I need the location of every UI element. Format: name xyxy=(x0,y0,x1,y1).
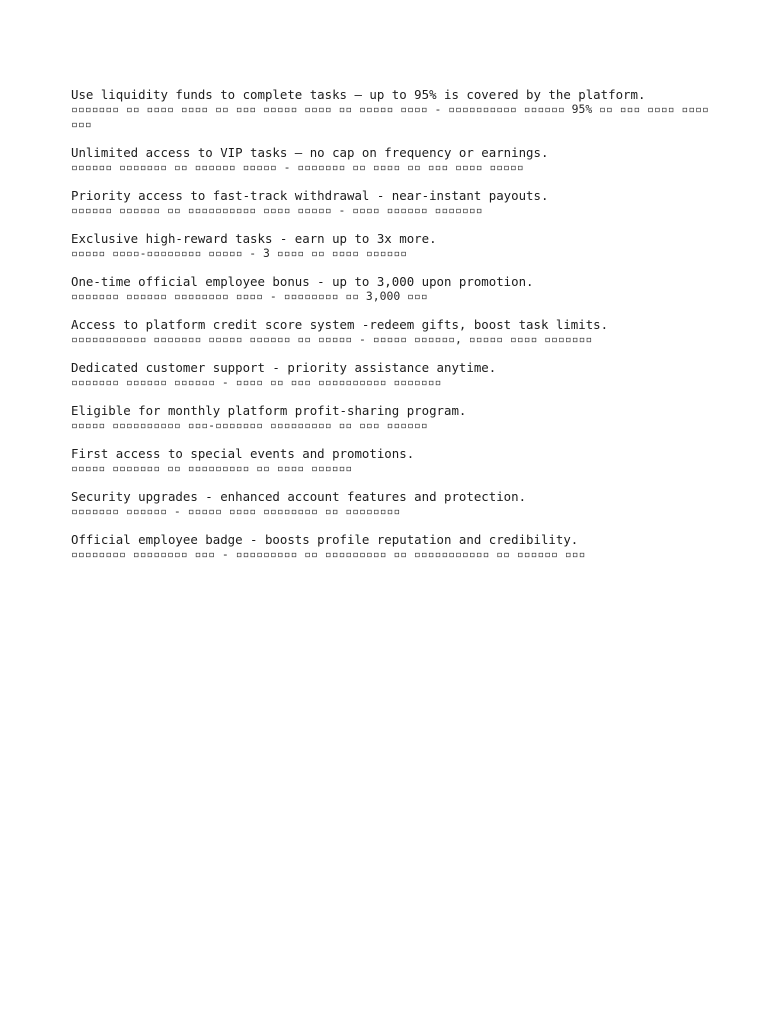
benefit-text-english: Priority access to fast-track withdrawal - near-instant payouts. xyxy=(71,188,549,203)
benefit-text-english: Official employee badge - boosts profile reputation and credibility. xyxy=(71,532,579,547)
benefit-text-english: Use liquidity funds to complete tasks – up to 95% is covered by the platform. xyxy=(71,87,646,102)
benefit-item xyxy=(71,403,711,433)
benefit-item xyxy=(71,188,711,218)
benefit-text-translation: ▫▫▫▫▫▫▫▫▫▫▫ ▫▫▫▫▫▫▫ ▫▫▫▫▫ ▫▫▫▫▫▫ ▫▫ ▫▫▫▫▫ - ▫▫▫▫▫ ▫▫▫▫▫▫, ▫▫▫▫▫ ▫▫▫▫ ▫▫▫▫▫▫▫ xyxy=(71,332,593,346)
benefit-item xyxy=(71,231,711,261)
benefit-text-english: One-time official employee bonus - up to 3,000 upon promotion. xyxy=(71,274,534,289)
benefit-item xyxy=(71,317,711,347)
benefit-item xyxy=(71,360,711,390)
benefit-text-english: Eligible for monthly platform profit-sharing program. xyxy=(71,403,467,418)
benefit-item xyxy=(71,145,711,175)
benefit-text-translation: ▫▫▫▫▫▫ ▫▫▫▫▫▫▫ ▫▫ ▫▫▫▫▫▫ ▫▫▫▫▫ - ▫▫▫▫▫▫▫ ▫▫ ▫▫▫▫ ▫▫ ▫▫▫ ▫▫▫▫ ▫▫▫▫▫ xyxy=(71,160,524,174)
benefit-item xyxy=(71,446,711,476)
benefit-text-translation: ▫▫▫▫▫▫▫▫ ▫▫▫▫▫▫▫▫ ▫▫▫ - ▫▫▫▫▫▫▫▫▫ ▫▫ ▫▫▫▫▫▫▫▫▫ ▫▫ ▫▫▫▫▫▫▫▫▫▫▫ ▫▫ ▫▫▫▫▫▫ ▫▫▫ xyxy=(71,547,586,561)
benefit-text-translation: ▫▫▫▫▫ ▫▫▫▫▫▫▫▫▫▫ ▫▫▫-▫▫▫▫▫▫▫ ▫▫▫▫▫▫▫▫▫ ▫▫ ▫▫▫ ▫▫▫▫▫▫ xyxy=(71,418,428,432)
benefit-text-translation: ▫▫▫▫▫▫ ▫▫▫▫▫▫ ▫▫ ▫▫▫▫▫▫▫▫▫▫ ▫▫▫▫ ▫▫▫▫▫ - ▫▫▫▫ ▫▫▫▫▫▫ ▫▫▫▫▫▫▫ xyxy=(71,203,483,217)
benefit-text-translation: ▫▫▫▫▫▫▫ ▫▫▫▫▫▫ - ▫▫▫▫▫ ▫▫▫▫ ▫▫▫▫▫▫▫▫ ▫▫ ▫▫▫▫▫▫▫▫ xyxy=(71,504,401,518)
benefit-item xyxy=(71,87,716,132)
benefit-text-english: First access to special events and promotions. xyxy=(71,446,415,461)
benefit-text-translation: ▫▫▫▫▫▫▫ ▫▫ ▫▫▫▫ ▫▫▫▫ ▫▫ ▫▫▫ ▫▫▫▫▫ ▫▫▫▫ ▫▫ ▫▫▫▫▫ ▫▫▫▫ - ▫▫▫▫▫▫▫▫▫▫ ▫▫▫▫▫▫ 95% ▫▫ ▫▫▫ ▫▫▫▫ ▫▫▫▫ ▫▫▫ xyxy=(71,102,716,131)
benefit-text-english: Access to platform credit score system -redeem gifts, boost task limits. xyxy=(71,317,609,332)
benefits-list xyxy=(71,87,716,575)
benefit-text-translation: ▫▫▫▫▫ ▫▫▫▫-▫▫▫▫▫▫▫▫ ▫▫▫▫▫ - 3 ▫▫▫▫ ▫▫ ▫▫▫▫ ▫▫▫▫▫▫ xyxy=(71,246,408,260)
benefit-text-english: Dedicated customer support - priority assistance anytime. xyxy=(71,360,497,375)
benefit-text-translation: ▫▫▫▫▫▫▫ ▫▫▫▫▫▫ ▫▫▫▫▫▫ - ▫▫▫▫ ▫▫ ▫▫▫ ▫▫▫▫▫▫▫▫▫▫ ▫▫▫▫▫▫▫ xyxy=(71,375,442,389)
benefit-text-english: Exclusive high-reward tasks - earn up to 3x more. xyxy=(71,231,437,246)
benefit-item xyxy=(71,274,711,304)
benefit-item xyxy=(71,489,711,519)
benefit-text-translation: ▫▫▫▫▫ ▫▫▫▫▫▫▫ ▫▫ ▫▫▫▫▫▫▫▫▫ ▫▫ ▫▫▫▫ ▫▫▫▫▫▫ xyxy=(71,461,353,475)
benefit-text-english: Security upgrades - enhanced account features and protection. xyxy=(71,489,527,504)
benefit-text-translation: ▫▫▫▫▫▫▫ ▫▫▫▫▫▫ ▫▫▫▫▫▫▫▫ ▫▫▫▫ - ▫▫▫▫▫▫▫▫ ▫▫ 3,000 ▫▫▫ xyxy=(71,289,428,303)
benefit-item xyxy=(71,532,711,562)
benefit-text-english: Unlimited access to VIP tasks — no cap on frequency or earnings. xyxy=(71,145,549,160)
